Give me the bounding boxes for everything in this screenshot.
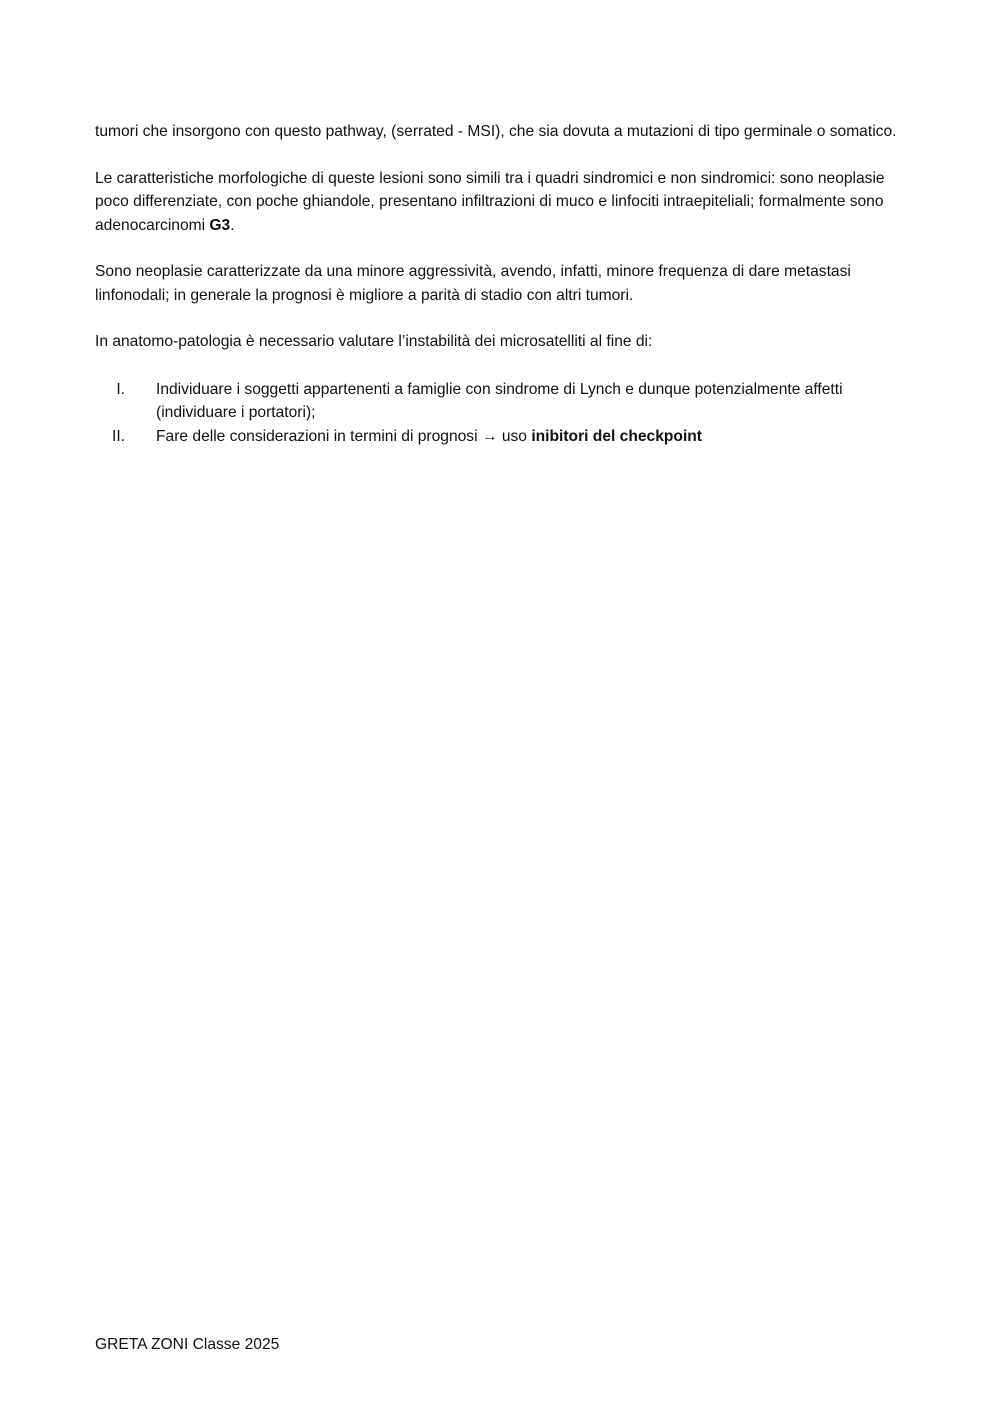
list-item-text: Individuare i soggetti appartenenti a famiglie con sindrome di Lynch e dunque potenzialmente affetti (individuare i portatori); bbox=[156, 380, 843, 421]
paragraph-instability: In anatomo-patologia è necessario valutare l’instabilità dei microsatelliti al fine di: bbox=[95, 333, 653, 350]
page-footer: GRETA ZONI Classe 2025 bbox=[95, 1336, 280, 1353]
list-item-bold: inibitori del checkpoint bbox=[531, 427, 702, 445]
grade-bold: G3 bbox=[209, 216, 231, 234]
list-item bbox=[95, 425, 907, 449]
list-marker: I. bbox=[116, 380, 125, 398]
document-body bbox=[95, 120, 907, 448]
paragraph-pathway: tumori che insorgono con questo pathway, (serrated - MSI), che sia dovuta a mutazioni di tipo germinale o somatico. bbox=[95, 123, 897, 140]
purpose-list bbox=[95, 378, 907, 449]
list-item bbox=[95, 378, 907, 425]
paragraph-morphology-text: Le caratteristiche morfologiche di queste lesioni sono simili tra i quadri sindromici e non sindromici: sono neoplasie poco differenziate, con poche ghiandole, presentano infiltrazioni di muco e linfociti intraepiteliali; formalmente sono adenocarcinomi bbox=[95, 169, 885, 234]
paragraph-morphology-end: . bbox=[230, 216, 235, 234]
paragraph-morphology bbox=[95, 167, 907, 238]
paragraph-prognosis: Sono neoplasie caratterizzate da una minore aggressività, avendo, infatti, minore frequenza di dare metastasi linfonodali; in generale la prognosi è migliore a parità di stadio con altri tumori. bbox=[95, 263, 851, 304]
list-item-text: Fare delle considerazioni in termini di prognosi → uso bbox=[156, 427, 532, 445]
list-marker: II. bbox=[112, 427, 125, 445]
